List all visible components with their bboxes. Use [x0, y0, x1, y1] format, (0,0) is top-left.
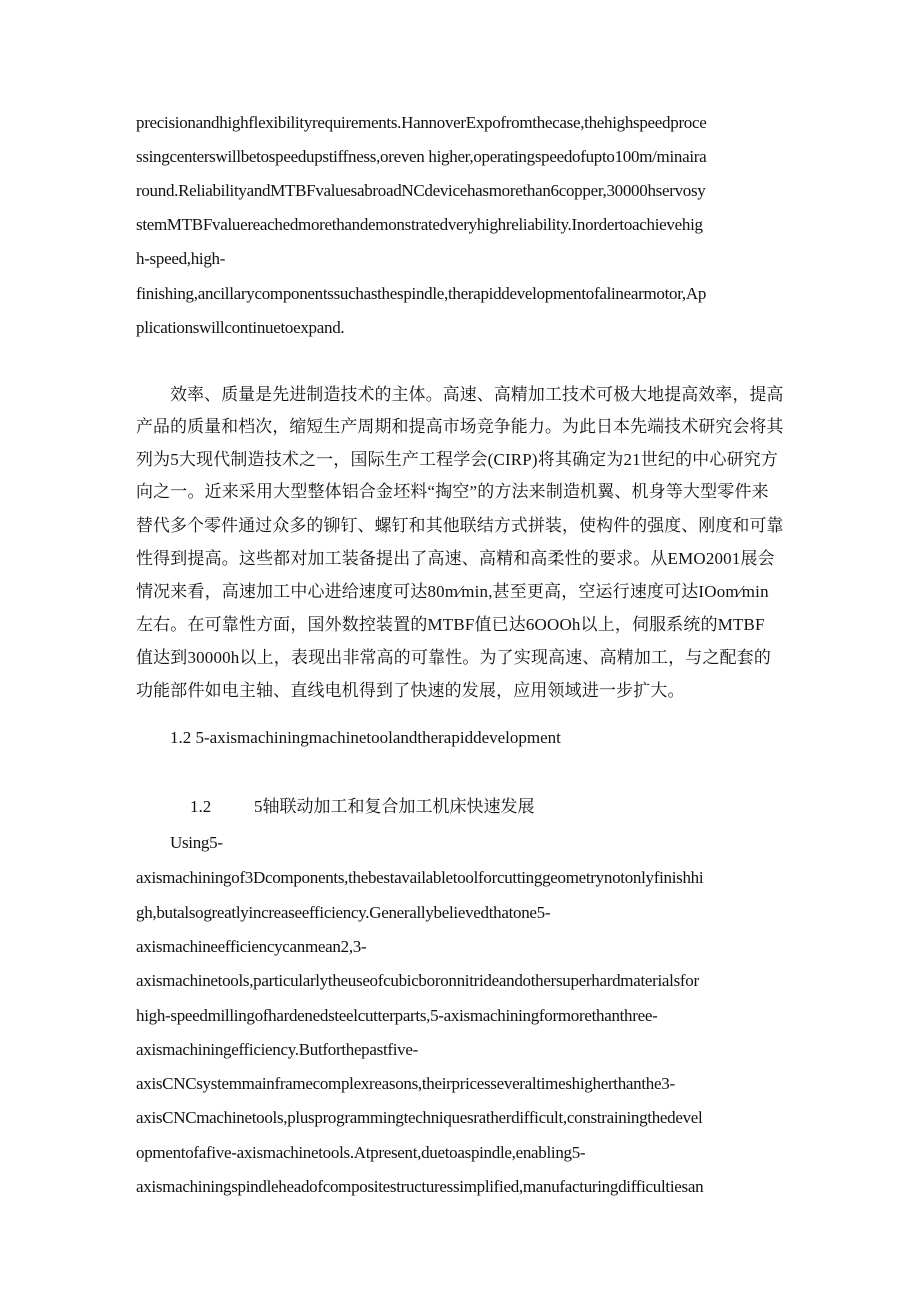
- text-line: precisionandhighflexibilityrequirements.HannoverExpofromthecase,thehighspeedproce: [136, 113, 707, 132]
- chinese-text-line: 列为5大现代制造技术之一，国际生产工程学会(CIRP)将其确定为21世纪的中心研究方: [136, 450, 779, 469]
- text-line: axisCNCsystemmainframecomplexreasons,theirpricesseveraltimeshigherthanthe3-: [136, 1074, 675, 1093]
- text-line: opmentofafive-axismachinetools.Atpresent,duetoaspindle,enabling5-: [136, 1143, 586, 1162]
- chinese-text-line: 值达到30000h以上，表现出非常高的可靠性。为了实现高速、高精加工，与之配套的: [136, 648, 772, 667]
- text-line: axismachiningof3Dcomponents,thebestavailabletoolforcuttinggeometrynotonlyfinishhi: [136, 868, 704, 887]
- text-line: h-speed,high-: [136, 249, 226, 268]
- chinese-text-line: 效率、质量是先进制造技术的主体。高速、高精加工技术可极大地提高效率，提高: [136, 385, 784, 404]
- text-line: Using5-: [170, 833, 223, 852]
- chinese-text-line: 产品的质量和档次，缩短生产周期和提高市场竞争能力。为此日本先端技术研究会将其: [136, 417, 784, 436]
- text-line: high-speedmillingofhardenedsteelcutterparts,5-axismachiningformorethanthree-: [136, 1006, 658, 1025]
- text-line: axismachineefficiencycanmean2,3-: [136, 937, 367, 956]
- section-heading-en: 1.2 5-axismachiningmachinetoolandtherapiddevelopment: [170, 728, 561, 747]
- section-title: 5轴联动加工和复合加工机床快速发展: [254, 797, 535, 816]
- text-line: ssingcenterswillbetospeedupstiffness,oreven higher,operatingspeedofupto100m/minaira: [136, 147, 707, 166]
- text-line: round.ReliabilityandMTBFvaluesabroadNCdevicehasmorethan6copper,30000hservosy: [136, 181, 706, 200]
- text-line: gh,butalsogreatlyincreaseefficiency.Generallybelievedthatone5-: [136, 903, 551, 922]
- chinese-text-line: 性得到提高。这些都对加工装备提出了高速、高精和高柔性的要求。从EMO2001展会: [136, 549, 775, 568]
- text-line: stemMTBFvaluereachedmorethandemonstratedveryhighreliability.Inordertoachievehig: [136, 215, 703, 234]
- chinese-text-line: 功能部件如电主轴、直线电机得到了快速的发展，应用领域进一步扩大。: [136, 681, 685, 700]
- text-line: finishing,ancillarycomponentssuchasthespindle,therapiddevelopmentofalinearmotor,Ap: [136, 284, 707, 303]
- text-line: axismachiningspindleheadofcompositestructuressimplified,manufacturingdifficultiesan: [136, 1177, 704, 1196]
- text-line: axismachinetools,particularlytheuseofcubicboronnitrideandothersuperhardmaterialsfor: [136, 971, 699, 990]
- section-heading-zh: [190, 797, 535, 817]
- chinese-text-line: 替代多个零件通过众多的铆钉、螺钉和其他联结方式拼装，使构件的强度、刚度和可靠: [136, 516, 784, 535]
- text-line: axismachiningefficiency.Butforthepastfive-: [136, 1040, 418, 1059]
- chinese-text-line: 情况来看，高速加工中心进给速度可达80m∕min,甚至更高，空运行速度可达IOom∕min: [136, 582, 769, 601]
- section-number: 1.2: [190, 797, 212, 816]
- text-line: axisCNCmachinetools,plusprogrammingtechniquesratherdifficult,constrainingthedevel: [136, 1108, 703, 1127]
- chinese-text-line: 左右。在可靠性方面，国外数控装置的MTBF值已达6OOOh以上，伺服系统的MTBF: [136, 615, 765, 634]
- text-line: plicationswillcontinuetoexpand.: [136, 318, 345, 337]
- chinese-text-line: 向之一。近来采用大型整体铝合金坯料“掏空”的方法来制造机翼、机身等大型零件来: [136, 482, 769, 501]
